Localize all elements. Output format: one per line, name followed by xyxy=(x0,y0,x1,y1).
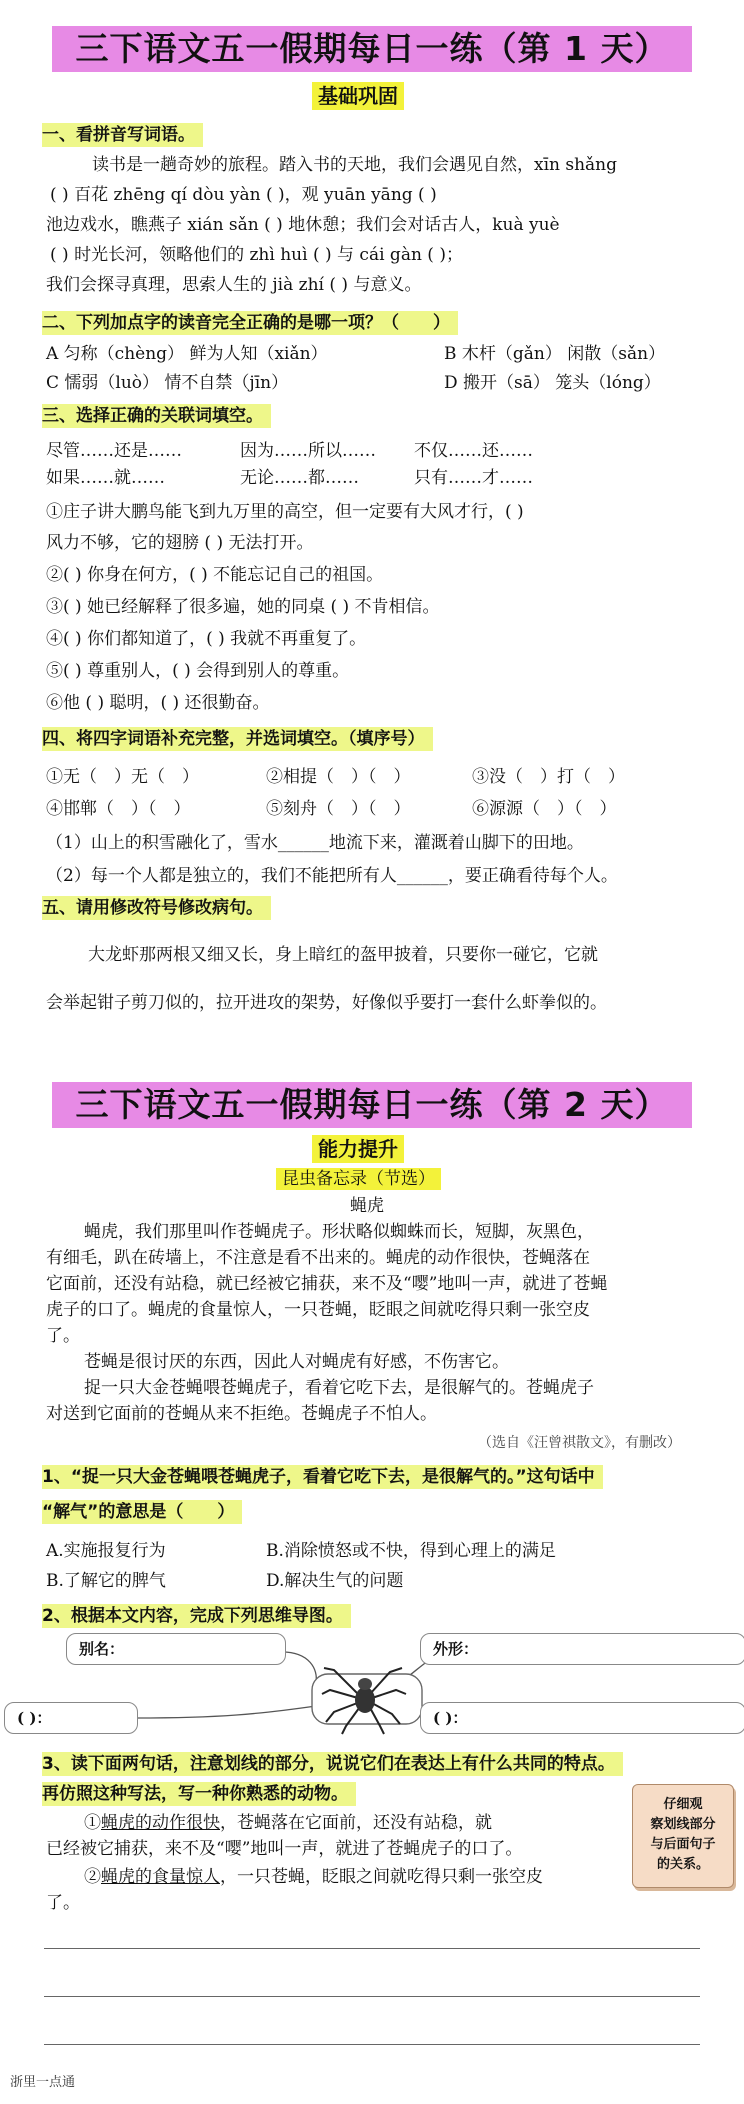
right-blank-box[interactable] xyxy=(420,1702,744,1734)
hint-note xyxy=(632,1784,734,1888)
day2-subtitle: 能力提升 xyxy=(312,1135,404,1163)
q1-heading-line2: “解气”的意思是（ ） xyxy=(42,1500,242,1524)
s3-item: ④( ) 你们都知道了，( ) 我就不再重复了。 xyxy=(46,629,367,649)
s1-line: 池边戏水，瞧燕子 xián sǎn ( ) 地休憩；我们会对话古人，kuà yuè xyxy=(46,215,560,235)
s1-line: ( ) 百花 zhēng qí dòu yàn ( )，观 yuān yāng ( ) xyxy=(50,185,437,205)
s5-line: 大龙虾那两根又细又长，身上暗红的盔甲披着，只要你一碰它，它就 xyxy=(88,945,598,965)
passage-line: 有细毛，趴在砖墙上，不注意是看不出来的。蝇虎的动作很快，苍蝇落在 xyxy=(46,1248,590,1268)
alias-label: 别名： xyxy=(79,1640,125,1658)
q1-option: D.解决生气的问题 xyxy=(266,1571,404,1591)
right-blank-label: ( )： xyxy=(433,1709,468,1727)
s3-item: ①庄子讲大鹏鸟能飞到九万里的高空，但一定要有大风才行，( ) xyxy=(46,502,524,522)
q1-heading-line1: 1、“捉一只大金苍蝇喂苍蝇虎子，看着它吃下去，是很解气的。”这句话中 xyxy=(42,1465,603,1489)
s3-item: ②( ) 你身在何方，( ) 不能忘记自己的祖国。 xyxy=(46,565,384,585)
s3-item: ③( ) 她已经解释了很多遍，她的同桌 ( ) 不肯相信。 xyxy=(46,597,440,617)
s5-line: 会举起钳子剪刀似的，拉开进攻的架势，好像似乎要打一套什么虾拳似的。 xyxy=(46,993,607,1013)
s1-line: 我们会探寻真理，思索人生的 jià zhí ( ) 与意义。 xyxy=(46,275,422,295)
passage-line: 苍蝇是很讨厌的东西，因此人对蝇虎有好感，不伤害它。 xyxy=(84,1352,509,1372)
q1-option: B.消除愤怒或不快，得到心理上的满足 xyxy=(266,1541,556,1561)
idiom-word: ②相提（ ）（ ） xyxy=(266,767,411,787)
q3-sentence1-line2: 已经被它捕获，来不及“嘤”地叫一声，就进了苍蝇虎子的口了。 xyxy=(46,1839,523,1859)
day1-title: 三下语文五一假期每日一练（第 1 天） xyxy=(52,26,692,72)
idiom-word: ④邯郸（ ）（ ） xyxy=(46,799,191,819)
idiom-word: ⑤刻舟（ ）（ ） xyxy=(266,799,411,819)
spider-icon xyxy=(320,1656,408,1736)
passage-line: 捉一只大金苍蝇喂苍蝇虎子，看着它吃下去，是很解气的。苍蝇虎子 xyxy=(84,1378,594,1398)
idiom-word: ③没（ ）打（ ） xyxy=(472,767,625,787)
conj-word: 因为……所以…… xyxy=(240,441,376,461)
s4-sentence: （1）山上的积雪融化了，雪水______地流下来，灌溉着山脚下的田地。 xyxy=(46,833,584,853)
sentence1-underlined: 蝇虎的动作很快 xyxy=(101,1813,220,1833)
passage-line: 了。 xyxy=(46,1326,80,1346)
left-blank-box[interactable] xyxy=(4,1702,138,1734)
s3-item: ⑥他 ( ) 聪明，( ) 还很勤奋。 xyxy=(46,693,270,713)
alias-box[interactable] xyxy=(66,1633,286,1665)
q3-sentence2 xyxy=(84,1862,543,1892)
s1-line: 读书是一趟奇妙的旅程。踏入书的天地，我们会遇见自然，xīn shǎng xyxy=(92,155,618,175)
hint-line: 仔细观 xyxy=(663,1797,703,1812)
sentence1-number: ① xyxy=(84,1813,101,1833)
day1-section2-heading: 二、下列加点字的读音完全正确的是哪一项？（ ） xyxy=(42,311,458,335)
s4-sentence: （2）每一个人都是独立的，我们不能把所有人______，要正确看待每个人。 xyxy=(46,866,618,886)
conj-word: 如果……就…… xyxy=(46,468,165,488)
s3-item: 风力不够，它的翅膀 ( ) 无法打开。 xyxy=(46,533,314,553)
answer-line[interactable] xyxy=(44,1948,700,1949)
passage-citation: （选自《汪曾祺散文》，有删改） xyxy=(478,1435,681,1451)
q1-option: A.实施报复行为 xyxy=(46,1541,166,1561)
s2-option-c: C 懦弱（luò） 情不自禁（jīn） xyxy=(46,373,289,393)
hint-line: 察划线部分 xyxy=(650,1817,716,1832)
q3-sentence2-line2: 了。 xyxy=(46,1893,80,1913)
day1-section5-heading: 五、请用修改符号修改病句。 xyxy=(42,896,271,920)
left-blank-label: ( )： xyxy=(17,1709,52,1727)
passage-source: 昆虫备忘录（节选） xyxy=(276,1168,441,1190)
passage-line: 蝇虎，我们那里叫作苍蝇虎子。形状略似蜘蛛而长，短脚，灰黑色， xyxy=(84,1222,594,1242)
sentence2-number: ② xyxy=(84,1867,101,1887)
sentence1-rest: ，苍蝇落在它面前，还没有站稳，就 xyxy=(220,1813,492,1833)
conj-word: 尽管……还是…… xyxy=(46,441,182,461)
s2-option-d: D 搬开（sā） 笼头（lóng） xyxy=(444,373,661,393)
footer-brand: 浙里一点通 xyxy=(10,2075,76,2090)
day1-section3-heading: 三、选择正确的关联词填空。 xyxy=(42,404,271,428)
s1-line: ( ) 时光长河，领略他们的 zhì huì ( ) 与 cái gàn ( )； xyxy=(50,245,463,265)
hint-line: 的关系。 xyxy=(656,1857,709,1872)
shape-label: 外形： xyxy=(433,1640,479,1658)
s2-option-b: B 木杆（gǎn） 闲散（sǎn） xyxy=(444,344,666,364)
day1-subtitle: 基础巩固 xyxy=(312,82,404,110)
sentence2-underlined: 蝇虎的食量惊人 xyxy=(101,1867,220,1887)
day1-section4-heading: 四、将四字词语补充完整，并选词填空。（填序号） xyxy=(42,727,433,751)
conj-word: 无论……都…… xyxy=(240,468,359,488)
s3-item: ⑤( ) 尊重别人，( ) 会得到别人的尊重。 xyxy=(46,661,350,681)
hint-line: 与后面句子 xyxy=(650,1837,716,1852)
idiom-word: ⑥源源（ ）（ ） xyxy=(472,799,617,819)
idiom-word: ①无（ ）无（ ） xyxy=(46,767,199,787)
q3-heading-line1: 3、读下面两句话，注意划线的部分，说说它们在表达上有什么共同的特点。 xyxy=(42,1752,623,1776)
day1-section1-heading: 一、看拼音写词语。 xyxy=(42,123,203,147)
passage-line: 它面前，还没有站稳，就已经被它捕获，来不及“嘤”地叫一声，就进了苍蝇 xyxy=(46,1274,608,1294)
q2-heading: 2、根据本文内容，完成下列思维导图。 xyxy=(42,1604,351,1628)
day2-title: 三下语文五一假期每日一练（第 2 天） xyxy=(52,1082,692,1128)
s2-option-a: A 匀称（chèng） 鲜为人知（xiǎn） xyxy=(46,344,328,364)
conj-word: 只有……才…… xyxy=(414,468,533,488)
sentence2-rest: ，一只苍蝇，眨眼之间就吃得只剩一张空皮 xyxy=(220,1867,543,1887)
answer-line[interactable] xyxy=(44,2044,700,2045)
q1-option: B.了解它的脾气 xyxy=(46,1571,166,1591)
shape-box[interactable] xyxy=(420,1633,744,1665)
answer-line[interactable] xyxy=(44,1996,700,1997)
q3-heading-line2: 再仿照这种写法，写一种你熟悉的动物。 xyxy=(42,1782,356,1806)
passage-title: 蝇虎 xyxy=(350,1196,384,1216)
passage-line: 对送到它面前的苍蝇从来不拒绝。苍蝇虎子不怕人。 xyxy=(46,1404,437,1424)
passage-line: 虎子的口了。蝇虎的食量惊人，一只苍蝇，眨眼之间就吃得只剩一张空皮 xyxy=(46,1300,590,1320)
conj-word: 不仅……还…… xyxy=(414,441,533,461)
